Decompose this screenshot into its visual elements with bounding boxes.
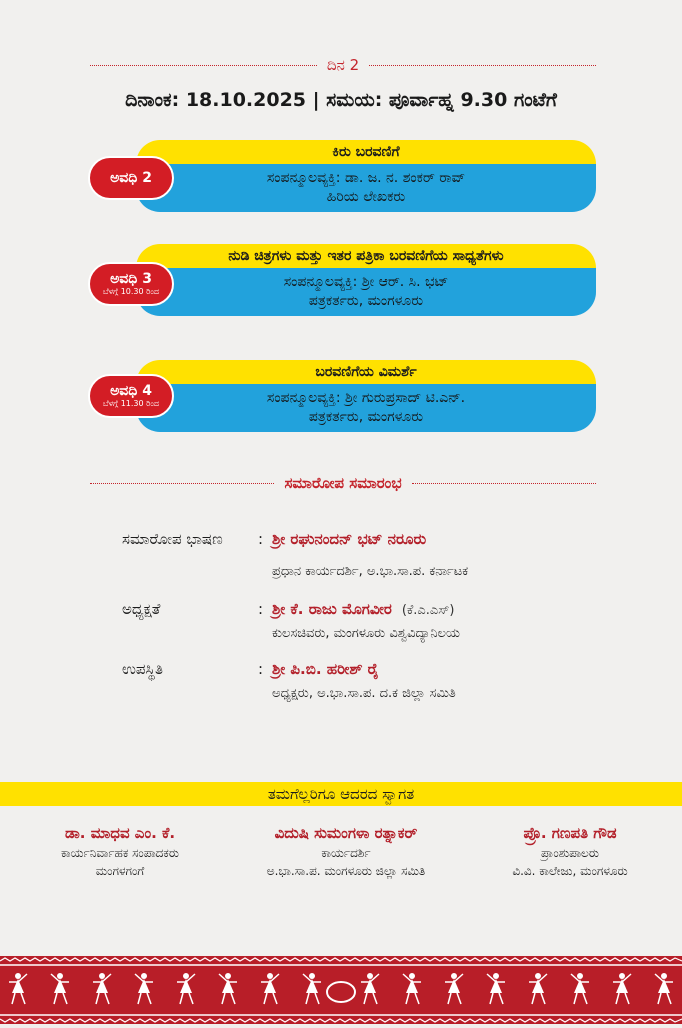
- session-pill: [136, 360, 596, 432]
- dancer-figure-icon: [655, 973, 673, 1004]
- session-number: ಅವಧಿ 4: [110, 382, 152, 399]
- closing-role: ಉಪಸ್ಥಿತಿ: [122, 660, 163, 678]
- session-details: [136, 384, 596, 432]
- session-resource-person: ಸಂಪನ್ಮೂಲವ್ಯಕ್ತಿ: ಶ್ರೀ ಗುರುಪ್ರಸಾದ್ ಟಿ.ಎನ್.: [266, 390, 466, 406]
- session-title: ಕಿರು ಬರವಣಿಗೆ: [136, 140, 596, 164]
- session-badge: [88, 374, 174, 418]
- folk-art-border: [0, 956, 682, 1024]
- dancer-figure-icon: [571, 973, 589, 1004]
- dancer-figure-icon: [261, 973, 279, 1004]
- session-details: [136, 164, 596, 212]
- session-resource-person: ಸಂಪನ್ಮೂಲವ್ಯಕ್ತಿ: ಡಾ. ಜ. ನ. ಶಂಕರ್ ರಾವ್: [266, 170, 466, 186]
- closing-colon: :: [258, 530, 264, 548]
- session-badge: [88, 156, 174, 200]
- closing-person-name: [272, 660, 379, 678]
- closing-role: ಅಧ್ಯಕ್ಷತೆ: [122, 600, 161, 618]
- dancer-figure-icon: [93, 973, 111, 1004]
- session-time: ಬೆಳಗ್ಗೆ 11.30 ರಿಂದ: [102, 398, 160, 408]
- organizer: [236, 822, 456, 880]
- session-pill: [136, 140, 596, 212]
- session-badge: [88, 262, 174, 306]
- dancer-figure-icon: [9, 973, 27, 1004]
- dancer-figure-icon: [177, 973, 195, 1004]
- session-title: ನುಡಿ ಚಿತ್ರಗಳು ಮತ್ತು ಇತರ ಪತ್ರಿಕಾ ಬರವಣಿಗೆಯ ಸಾಧ್ಯತೆಗಳು: [136, 244, 596, 268]
- organizer-place: ಮಂಗಳಗಂಗೆ: [95, 864, 145, 878]
- closing-heading: [90, 473, 596, 493]
- welcome-banner: ತಮಗೆಲ್ಲರಿಗೂ ಆದರದ ಸ್ವಾಗತ: [0, 782, 682, 806]
- session-designation: ಪತ್ರಕರ್ತರು, ಮಂಗಳೂರು: [308, 409, 424, 425]
- organizer-name: ಪ್ರೊ. ಗಣಪತಿ ಗೌಡ: [523, 824, 617, 842]
- drum-icon: [327, 982, 355, 1002]
- closing-name-text: ಶ್ರೀ ಪಿ.ಬಿ. ಹರೀಶ್ ರೈ: [272, 660, 379, 678]
- closing-name-text: ಶ್ರೀ ಕೆ. ರಾಜು ಮೊಗವೀರ: [272, 600, 392, 618]
- closing-colon: :: [258, 600, 264, 618]
- closing-person-designation: ಪ್ರಧಾನ ಕಾರ್ಯದರ್ಶಿ, ಅ.ಭಾ.ಸಾ.ಪ. ಕರ್ನಾಟಕ: [272, 564, 469, 579]
- organizer: [470, 822, 670, 880]
- organizer-place: ಅ.ಭಾ.ಸಾ.ಪ. ಮಂಗಳೂರು ಜಿಲ್ಲಾ ಸಮಿತಿ: [266, 864, 426, 878]
- organizer-role: ಪ್ರಾಂಶುಪಾಲರು: [540, 846, 600, 860]
- closing-person-designation: ಕುಲಸಚಿವರು, ಮಂಗಳೂರು ವಿಶ್ವವಿದ್ಯಾನಿಲಯ: [272, 626, 460, 641]
- dancer-figure-icon: [51, 973, 69, 1004]
- day-label: ದಿನ 2: [326, 56, 360, 74]
- day-heading: [90, 55, 596, 75]
- session-designation: ಪತ್ರಕರ್ತರು, ಮಂಗಳೂರು: [308, 293, 424, 309]
- session-number: ಅವಧಿ 3: [110, 270, 152, 287]
- session-details: [136, 268, 596, 316]
- closing-person-name: [272, 530, 426, 548]
- closing-colon: :: [258, 660, 264, 678]
- session-card: [88, 360, 596, 432]
- organizer: [20, 822, 220, 880]
- organizer-role: ಕಾರ್ಯದರ್ಶಿ: [321, 846, 371, 860]
- closing-heading-label: ಸಮಾರೋಪ ಸಮಾರಂಭ: [284, 474, 402, 492]
- dancer-figure-icon: [487, 973, 505, 1004]
- date-time-line: ದಿನಾಂಕ: 18.10.2025 | ಸಮಯ: ಪೂರ್ವಾಹ್ನ 9.30 ಗಂಟೆಗೆ: [125, 89, 557, 111]
- dancer-figure-icon: [403, 973, 421, 1004]
- session-time: ಬೆಳಗ್ಗೆ 10.30 ರಿಂದ: [102, 286, 160, 296]
- dancer-figure-icon: [303, 973, 321, 1004]
- session-number: ಅವಧಿ 2: [110, 169, 152, 186]
- session-resource-person: ಸಂಪನ್ಮೂಲವ್ಯಕ್ತಿ: ಶ್ರೀ ಆರ್. ಸಿ. ಭಟ್: [283, 274, 449, 290]
- session-card: [88, 244, 596, 316]
- closing-person-designation: ಅಧ್ಯಕ್ಷರು, ಅ.ಭಾ.ಸಾ.ಪ. ದ.ಕ ಜಿಲ್ಲಾ ಸಮಿತಿ: [272, 686, 456, 701]
- closing-person-extra: (ಕೆ.ಎ.ಎಸ್): [401, 603, 455, 618]
- dancer-figure-icon: [219, 973, 237, 1004]
- organizer-role: ಕಾರ್ಯನಿರ್ವಾಹಕ ಸಂಪಾದಕರು: [61, 846, 179, 860]
- closing-role: ಸಮಾರೋಪ ಭಾಷಣ: [122, 530, 223, 548]
- session-card: [88, 140, 596, 212]
- session-pill: [136, 244, 596, 316]
- closing-name-text: ಶ್ರೀ ರಘುನಂದನ್ ಭಟ್ ನರೂರು: [272, 530, 427, 548]
- session-title: ಬರವಣಿಗೆಯ ವಿಮರ್ಶೆ: [136, 360, 596, 384]
- dancer-figure-icon: [135, 973, 153, 1004]
- dancer-figure-icon: [613, 973, 631, 1004]
- closing-person-name: [272, 600, 454, 618]
- organizer-name: ವಿದುಷಿ ಸುಮಂಗಳಾ ರತ್ನಾಕರ್: [274, 824, 418, 842]
- dancer-figure-icon: [445, 973, 463, 1004]
- organizer-place: ವಿ.ವಿ. ಕಾಲೇಜು, ಮಂಗಳೂರು: [512, 864, 628, 878]
- organizer-name: ಡಾ. ಮಾಧವ ಎಂ. ಕೆ.: [64, 824, 176, 842]
- dancer-figure-icon: [529, 973, 547, 1004]
- folk-art-pattern: [0, 956, 682, 1024]
- dancer-figure-icon: [361, 973, 379, 1004]
- session-designation: ಹಿರಿಯ ಲೇಖಕರು: [326, 189, 406, 205]
